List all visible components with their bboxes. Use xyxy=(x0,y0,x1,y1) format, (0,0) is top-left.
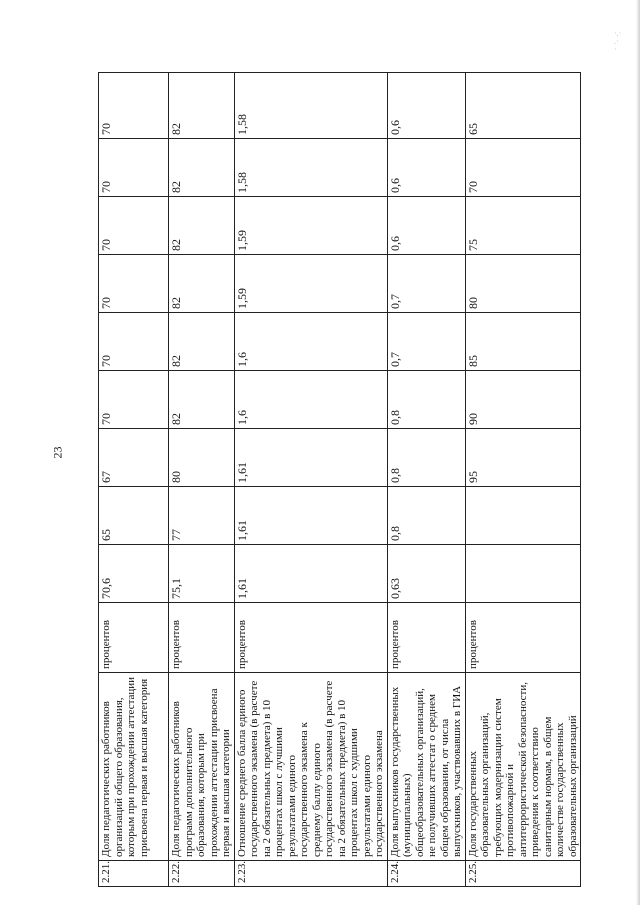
value-cell: 82 xyxy=(169,255,235,313)
table-row xyxy=(465,73,581,887)
value-cell: 1,58 xyxy=(234,73,387,139)
value-cell: 82 xyxy=(169,197,235,255)
value-cell: 0,63 xyxy=(387,545,465,603)
value-cell: 95 xyxy=(465,429,581,487)
value-cell: 82 xyxy=(169,139,235,197)
indicator-label: Доля педагогических работников программ дополнительного образования, которым при прохождении аттестации присвоена первая и высшая категории xyxy=(169,673,235,861)
value-cell xyxy=(465,545,581,603)
value-cell: 67 xyxy=(99,429,169,487)
table-viewport xyxy=(98,73,579,887)
value-cell: 0,7 xyxy=(387,255,465,313)
value-cell: 80 xyxy=(169,429,235,487)
value-cell: 1,6 xyxy=(234,313,387,371)
value-cell: 1,61 xyxy=(234,429,387,487)
row-number: 2.22. xyxy=(169,861,235,887)
value-cell: 1,61 xyxy=(234,545,387,603)
table-row xyxy=(387,73,465,887)
unit-cell: процентов xyxy=(465,603,581,673)
value-cell: 0,6 xyxy=(387,139,465,197)
value-cell: 1,61 xyxy=(234,487,387,545)
value-cell: 1,59 xyxy=(234,255,387,313)
indicator-label: Отношение среднего балла единого государственного экзамена (в расчете на 2 обязательных предмета) в 10 процентах школ с лучшими результатами единого государственного экзамена к среднему баллу единого государственного экзамена (в расчете на 2 обязательных предмета) в 10 процентах школ с худшими результатами единого государственного экзамена xyxy=(234,673,387,861)
value-cell: 0,6 xyxy=(387,73,465,139)
value-cell: 75,1 xyxy=(169,545,235,603)
indicator-label: Доля выпускников государственных (муниципальных) общеобразовательных организаций, не получивших аттестат о среднем общем образовании, от числа выпускников, участвовавших в ГИА xyxy=(387,673,465,861)
scan-edge-shadow xyxy=(636,0,640,905)
value-cell: 82 xyxy=(169,73,235,139)
indicator-label: Доля педагогических работников организаций общего образования, которым при прохождении аттестации присвоена первая и высшая категория xyxy=(99,673,169,861)
value-cell: 77 xyxy=(169,487,235,545)
value-cell: 70,6 xyxy=(99,545,169,603)
value-cell: 70 xyxy=(465,139,581,197)
unit-cell: процентов xyxy=(99,603,169,673)
unit-cell: процентов xyxy=(387,603,465,673)
value-cell: 0,7 xyxy=(387,313,465,371)
value-cell: 0,6 xyxy=(387,197,465,255)
value-cell: 82 xyxy=(169,313,235,371)
table-row xyxy=(169,73,235,887)
value-cell: 90 xyxy=(465,371,581,429)
value-cell: 70 xyxy=(99,139,169,197)
scan-artifact: ·.· .· · xyxy=(614,29,622,54)
value-cell: 1,59 xyxy=(234,197,387,255)
value-cell: 82 xyxy=(169,371,235,429)
unit-cell: процентов xyxy=(169,603,235,673)
value-cell: 1,6 xyxy=(234,371,387,429)
value-cell: 70 xyxy=(99,371,169,429)
value-cell: 0,8 xyxy=(387,429,465,487)
value-cell: 1,58 xyxy=(234,139,387,197)
value-cell xyxy=(465,487,581,545)
indicator-label: Доля государственных образовательных организаций, требующих модернизации систем противопожарной и антитеррористической безопасности, приведения к соответствию санитарным нормам, в общем количестве государственных образовательных организаций xyxy=(465,673,581,861)
value-cell: 70 xyxy=(99,73,169,139)
value-cell: 85 xyxy=(465,313,581,371)
value-cell: 80 xyxy=(465,255,581,313)
value-cell: 0,8 xyxy=(387,371,465,429)
row-number: 2.21. xyxy=(99,861,169,887)
value-cell: 65 xyxy=(465,73,581,139)
table-row xyxy=(234,73,387,887)
value-cell: 75 xyxy=(465,197,581,255)
unit-cell: процентов xyxy=(234,603,387,673)
value-cell: 65 xyxy=(99,487,169,545)
value-cell: 0,8 xyxy=(387,487,465,545)
row-number: 2.25. xyxy=(465,861,581,887)
page-number: 23 xyxy=(50,446,65,459)
indicators-table xyxy=(98,72,581,887)
value-cell: 70 xyxy=(99,197,169,255)
value-cell: 70 xyxy=(99,313,169,371)
rotated-table-container xyxy=(98,73,579,887)
table-row xyxy=(99,73,169,887)
value-cell: 70 xyxy=(99,255,169,313)
row-number: 2.24. xyxy=(387,861,465,887)
row-number: 2.23. xyxy=(234,861,387,887)
